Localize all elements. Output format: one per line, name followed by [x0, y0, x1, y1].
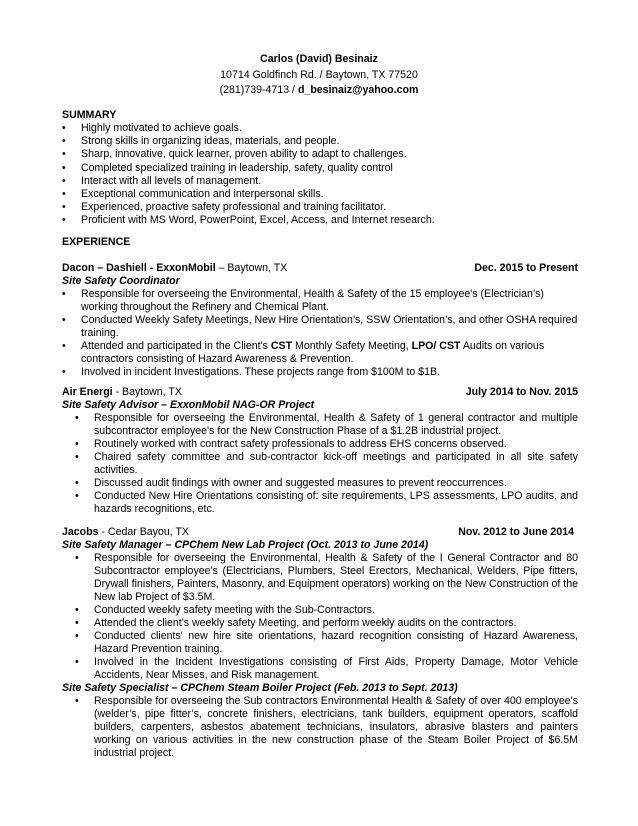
- company-name: Jacobs: [62, 526, 99, 538]
- list-item: • Attended the client's weekly safety Meeting, and perform weekly audits on the contractors.: [75, 617, 517, 629]
- list-item: • Responsible for overseeing the Environmental, Health & Safety of 1 general contractor and multiple subcontractor employee's for the New Construction Phase of a $1.2B industrial project.: [75, 412, 578, 437]
- duty-text: Conducted New Hire Orientations consisting of: site requirements, LPS assessments, LPO audits, and hazards recognitions, etc.: [94, 490, 578, 515]
- duty-text: Routinely worked with contract safety professionals to address EHS concerns observed.: [94, 438, 507, 450]
- candidate-address: 10714 Goldfinch Rd. / Baytown, TX 77520: [220, 68, 418, 81]
- list-item: [62, 340, 578, 366]
- duty-text-bold: LPO/ CST: [411, 340, 461, 352]
- list-item: • Sharp, innovative, quick learner, proven ability to adapt to challenges.: [62, 148, 578, 161]
- job-dacon: [62, 262, 578, 379]
- list-item: • Involved in the Incident Investigations consisting of First Aids, Property Damage, Motor Vehicle Accidents, Near Misses, and Risk management.: [75, 656, 578, 681]
- duty-text: Responsible for overseeing the Environmental, Health & Safety of the I General Contractor and 80 Subcontractor employee's (Electricians, Plumbers, Steel Erectors, Mechanical, Welders, Pipe fitters, Drywall finishers, Painters, Masonry, and Equipment operators) working on the New Construction of the New lab Project of $3.5M.: [94, 552, 578, 603]
- job-duties: [75, 412, 578, 516]
- list-item: • Conducted weekly safety meeting with the Sub-Contractors.: [75, 604, 375, 616]
- company-location: - Cedar Bayou, TX: [98, 526, 189, 538]
- duty-text: Audits on various contractors consisting of Hazard Awareness & Prevention.: [81, 340, 545, 365]
- job-duties-secondary: [75, 695, 578, 760]
- job-header: [62, 386, 578, 399]
- job-role: Site Safety Coordinator: [62, 275, 180, 287]
- company-name: Dacon – Dashiell - ExxonMobil: [62, 262, 216, 274]
- job-dates: Dec. 2015 to Present: [474, 262, 578, 274]
- duty-text: Conducted clients' new hire site orientations, hazard recognition consisting of Hazard Awareness, Hazard Prevention training.: [94, 630, 578, 655]
- duty-text: Attended and participated in the Client's: [81, 340, 271, 352]
- duty-text: Attended the client's weekly safety Meeting, and perform weekly audits on the contractors.: [94, 617, 517, 629]
- list-item: • Routinely worked with contract safety professionals to address EHS concerns observed.: [75, 438, 507, 450]
- company-location: - Baytown, TX: [112, 386, 182, 398]
- company-name: Air Energi: [62, 386, 113, 398]
- job-dates: Nov. 2012 to June 2014: [458, 526, 574, 538]
- job-role: Site Safety Manager – CPChem New Lab Project (Oct. 2013 to June 2014): [62, 539, 429, 551]
- summary-section: [62, 122, 578, 228]
- list-item: • Conducted New Hire Orientations consisting of: site requirements, LPS assessments, LPO audits, and hazards recognitions, etc.: [75, 490, 578, 515]
- job-air-energi: [62, 386, 578, 516]
- duty-text: Involved in the Incident Investigations consisting of First Aids, Property Damage, Motor Vehicle Accidents, Near Misses, and Risk management.: [94, 656, 578, 681]
- list-item: • Responsible for overseeing the Environmental, Health & Safety of the 15 employee's (Electrician’s) working throughout the Refinery and Chemical Plant.: [62, 288, 578, 314]
- job-header: [62, 526, 578, 539]
- list-item: • Completed specialized training in leadership, safety, quality control: [62, 162, 578, 175]
- contact-line: [0, 83, 638, 99]
- summary-heading: SUMMARY: [62, 109, 117, 121]
- list-item: • Responsible for overseeing the Environmental, Health & Safety of the I General Contractor and 80 Subcontractor employee's (Electricians, Plumbers, Steel Erectors, Mechanical, Welders, Pipe fitters, Drywall finishers, Painters, Masonry, and Equipment operators) working on the New Construction of the New lab Project of $3.5M.: [75, 552, 578, 603]
- job-header: [62, 262, 578, 275]
- experience-heading: EXPERIENCE: [62, 236, 131, 248]
- duty-text-bold: CST: [270, 340, 293, 352]
- list-item: • Chaired safety committee and sub-contractor kick-off meetings and participated in all site safety activities.: [75, 451, 578, 476]
- job-duties: [62, 288, 578, 379]
- list-item: • Responsible for overseeing the Sub contractors Environmental Health & Safety of over 400 employee's (welder’s, pipe fitter’s, concrete finishers, electricians, tank builders, equipment operators, scaffold builders, carpenters, asbestos abatement technicians, insulators, abrasive blasters and painters working on various activities in the new construction phase of the Steam Boiler Project of $6.5M industrial project.: [75, 695, 578, 759]
- job-dates: July 2014 to Nov. 2015: [465, 386, 578, 398]
- company-location: – Baytown, TX: [215, 262, 288, 274]
- list-item: • Strong skills in organizing ideas, materials, and people.: [62, 135, 578, 148]
- duty-text: Conducted weekly safety meeting with the Sub-Contractors.: [94, 604, 375, 616]
- job-role: Site Safety Advisor – ExxonMobil NAG-OR Project: [62, 399, 315, 411]
- list-item: • Interact with all levels of management.: [62, 175, 578, 188]
- candidate-name: Carlos (David) Besinaiz: [260, 53, 378, 65]
- list-item: • Discussed audit findings with owner and suggested measures to prevent reoccurrences.: [75, 477, 507, 489]
- duty-text: Monthly Safety Meeting,: [292, 340, 412, 352]
- job-duties: [75, 552, 578, 682]
- list-item: • Exceptional communication and interpersonal skills.: [62, 188, 578, 201]
- summary-list: [62, 122, 578, 228]
- duty-text: Discussed audit findings with owner and suggested measures to prevent reoccurrences.: [94, 477, 507, 489]
- job-jacobs: [62, 526, 578, 760]
- list-item: • Proficient with MS Word, PowerPoint, Excel, Access, and Internet research.: [62, 214, 578, 227]
- duty-text: Chaired safety committee and sub-contractor kick-off meetings and participated in all site safety activities.: [94, 451, 578, 476]
- list-item: • Conducted Weekly Safety Meetings, New Hire Orientation’s, SSW Orientation’s, and other OSHA required training.: [62, 314, 578, 340]
- candidate-email: d_besinaiz@yahoo.com: [297, 84, 419, 96]
- list-item: • Experienced, proactive safety professional and training facilitator.: [62, 201, 578, 214]
- list-item: • Highly motivated to achieve goals.: [62, 122, 578, 135]
- resume-header: [0, 52, 638, 99]
- list-item: • Conducted clients' new hire site orientations, hazard recognition consisting of Hazard Awareness, Hazard Prevention training.: [75, 630, 578, 655]
- list-item: • Involved in incident Investigations. These projects range from $100M to $1B.: [62, 366, 578, 379]
- candidate-phone: (281)739-4713 /: [219, 84, 298, 96]
- duty-text: Responsible for overseeing the Sub contractors Environmental Health & Safety of over 400 employee's (welder’s, pipe fitter’s, concrete finishers, electricians, tank builders, equipment operators, scaffold builders, carpenters, asbestos abatement technicians, insulators, abrasive blasters and painters working on various activities in the new construction phase of the Steam Boiler Project of $6.5M industrial project.: [94, 695, 578, 759]
- duty-text: Responsible for overseeing the Environmental, Health & Safety of 1 general contractor and multiple subcontractor employee's for the New Construction Phase of a $1.2B industrial project.: [94, 412, 578, 437]
- job-role-secondary: Site Safety Specialist – CPChem Steam Boiler Project (Feb. 2013 to Sept. 2013): [62, 682, 458, 694]
